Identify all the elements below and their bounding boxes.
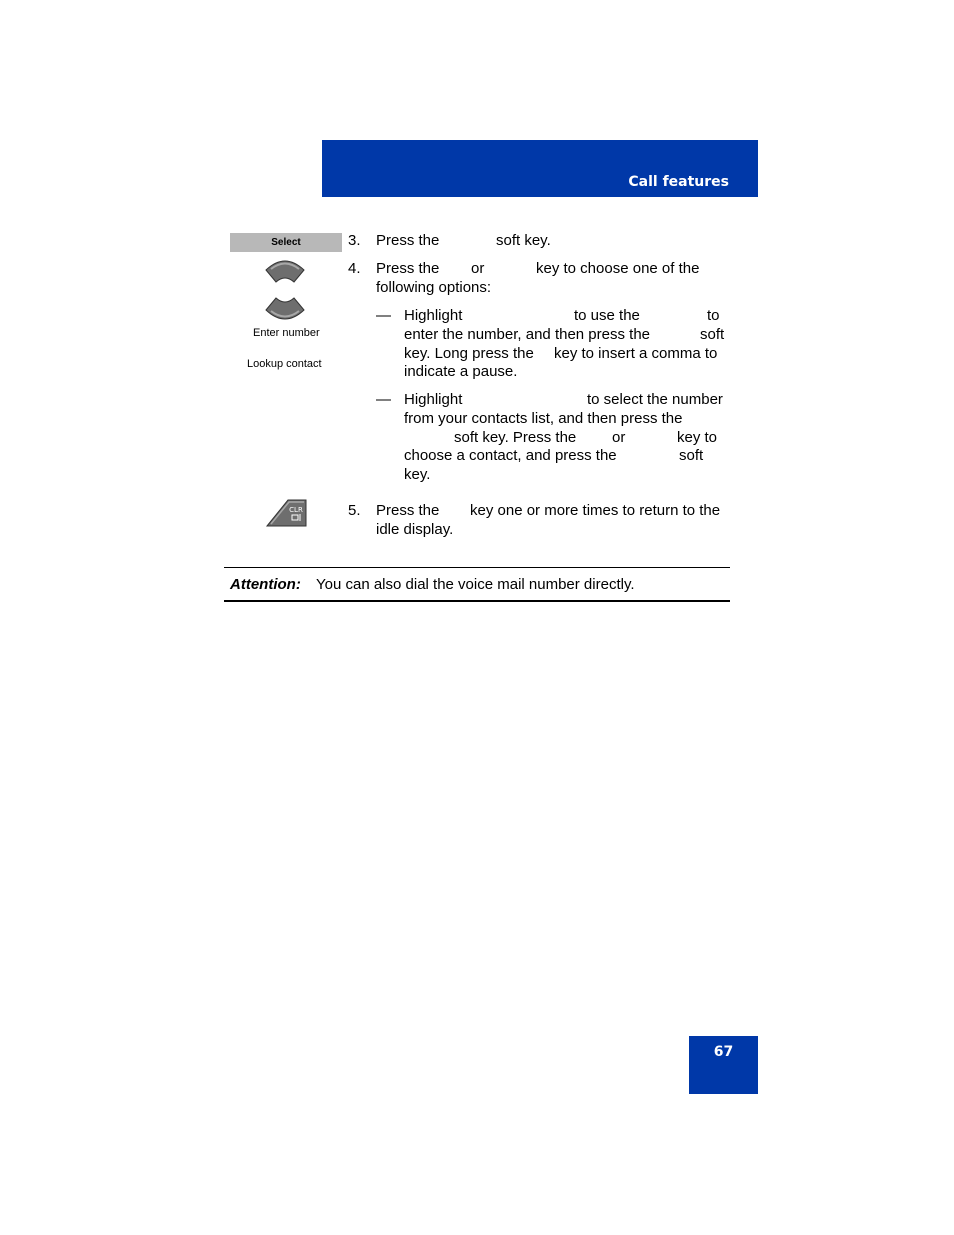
step-3-number: 3. (348, 232, 361, 249)
bullet-2-line-4a: choose a contact, and press the (404, 447, 617, 464)
bullet-1-line-1c: to (707, 307, 720, 324)
bullet-2-line-5: key. (404, 466, 431, 483)
header-bar (322, 140, 758, 197)
step-4-text-b: or (471, 260, 485, 277)
bullet-1-line-2a: enter the number, and then press the (404, 326, 650, 343)
bullet-2-line-4b: soft (679, 447, 704, 464)
clear-key-icon (266, 499, 308, 527)
bullet-2-line-3a: soft key. Press the (454, 429, 577, 446)
bullet-1-dash: — (376, 307, 391, 324)
nav-down-icon (263, 294, 307, 324)
step-4-text-d: following options: (376, 279, 492, 296)
bullet-2-line-1b: to select the number (587, 391, 723, 408)
bullet-2-dash: — (376, 391, 391, 408)
step-5-text-a: Press the (376, 502, 440, 519)
step-3-text-a: Press the (376, 232, 440, 249)
page-number-box (689, 1036, 758, 1094)
attention-bottom-rule (224, 600, 730, 602)
step-5-text-c: idle display. (376, 521, 454, 538)
bullet-1-line-2b: soft (700, 326, 725, 343)
option-enter-number: Enter number (253, 327, 320, 339)
step-5-text-b: key one or more times to return to the (470, 502, 721, 519)
page-number: 67 (713, 1044, 734, 1060)
step-4-text-a: Press the (376, 260, 440, 277)
bullet-1-line-3b: key to insert a comma to (554, 345, 718, 362)
step-4-text-c: key to choose one of the (536, 260, 700, 277)
bullet-2-line-3b: or (612, 429, 626, 446)
step-4-number: 4. (348, 260, 361, 277)
attention-text: You can also dial the voice mail number directly. (316, 576, 635, 593)
bullet-2-line-2: from your contacts list, and then press the (404, 410, 683, 427)
bullet-1-line-4: indicate a pause. (404, 363, 518, 380)
bullet-2-line-1a: Highlight (404, 391, 463, 408)
nav-up-icon (263, 256, 307, 286)
step-3-text-b: soft key. (496, 232, 551, 249)
step-5-number: 5. (348, 502, 361, 519)
bullet-2-line-3c: key to (677, 429, 718, 446)
attention-label: Attention: (230, 576, 301, 593)
select-softkey-label: Select (230, 233, 342, 252)
bullet-1-line-1b: to use the (574, 307, 640, 324)
bullet-1-line-1a: Highlight (404, 307, 463, 324)
bullet-1-line-3a: key. Long press the (404, 345, 534, 362)
clear-key-text: CLR (289, 506, 303, 514)
option-lookup-contact: Lookup contact (247, 358, 322, 370)
attention-top-rule (224, 567, 730, 568)
page-section-title: Call features (628, 174, 729, 190)
